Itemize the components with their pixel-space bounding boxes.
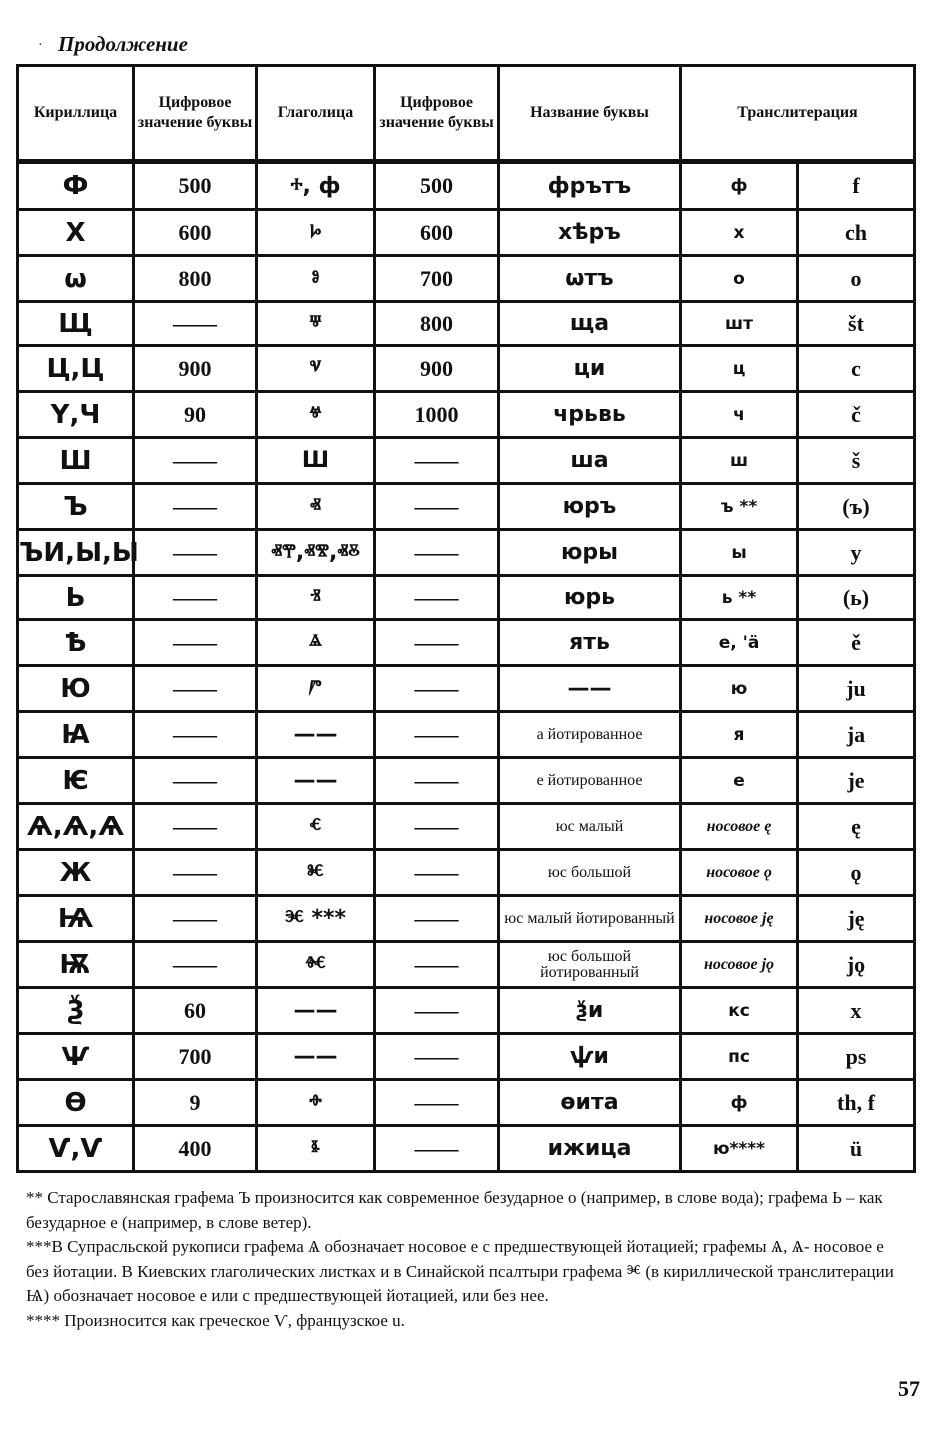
transliteration-latin-cell: ü [798,1126,915,1172]
transliteration-cyrillic-cell: носовое ǫ [681,850,798,896]
letter-name-cell: а йотированное [499,712,681,758]
transliteration-cyrillic-cell: е [681,758,798,804]
table-row [18,438,915,484]
transliteration-cyrillic-cell: ь ** [681,576,798,620]
glagolitic-letter-cell: ⱙ [257,942,375,988]
table-row [18,392,915,438]
letter-name-cell: чрьвь [499,392,681,438]
glagolitic-letter-cell: ⱑ [257,620,375,666]
letter-name-cell: ять [499,620,681,666]
glagolitic-letter-cell: ⰰ, ф [257,162,375,210]
glagolitic-number-cell: 900 [375,346,499,392]
transliteration-latin-cell: ę [798,804,915,850]
transliteration-cyrillic-cell: ф [681,162,798,210]
transliteration-cyrillic-cell: ю**** [681,1126,798,1172]
transliteration-latin-cell: (ь) [798,576,915,620]
cyrillic-letter-cell: Ѱ [18,1034,134,1080]
letter-name-cell: е йотированное [499,758,681,804]
table-row [18,712,915,758]
transliteration-latin-cell: f [798,162,915,210]
glagolitic-letter-cell: Ш [257,438,375,484]
transliteration-cyrillic-cell: ъ ** [681,484,798,530]
transliteration-cyrillic-cell: я [681,712,798,758]
glagolitic-number-cell: —— [375,804,499,850]
glagolitic-number-cell: 600 [375,210,499,256]
glagolitic-number-cell: —— [375,620,499,666]
table-row [18,1034,915,1080]
transliteration-latin-cell: š [798,438,915,484]
table-row [18,1126,915,1172]
table-row [18,256,915,302]
glagolitic-number-cell: —— [375,1034,499,1080]
letter-name-cell: ѱи [499,1034,681,1080]
transliteration-cyrillic-cell: о [681,256,798,302]
table-row [18,576,915,620]
cyrillic-number-cell: —— [134,484,257,530]
letter-name-cell: —— [499,666,681,712]
letter-name-cell: юс большой йотированный [499,942,681,988]
transliteration-latin-cell: jǫ [798,942,915,988]
cyrillic-letter-cell: Ю [18,666,134,712]
transliteration-cyrillic-cell: пс [681,1034,798,1080]
transliteration-latin-cell: y [798,530,915,576]
letter-name-cell: ѯи [499,988,681,1034]
cyrillic-number-cell: —— [134,576,257,620]
glagolitic-number-cell: 500 [375,162,499,210]
cyrillic-letter-cell: Ъ [18,484,134,530]
letter-name-cell: юс малый [499,804,681,850]
glagolitic-letter-cell: ⱔ [257,804,375,850]
table-row [18,620,915,666]
page-number: 57 [898,1376,920,1401]
transliteration-latin-cell: ja [798,712,915,758]
glagolitic-letter-cell: ⱚ [257,1080,375,1126]
glagolitic-letter-cell: ⱐ [257,576,375,620]
table-row [18,942,915,988]
cyrillic-letter-cell: Ү,Ч [18,392,134,438]
header-cyrillic: Кириллица [18,66,134,162]
transliteration-cyrillic-cell: е, 'ä [681,620,798,666]
cyrillic-letter-cell: Ж [18,850,134,896]
transliteration-latin-cell: č [798,392,915,438]
cyrillic-number-cell: 400 [134,1126,257,1172]
cyrillic-number-cell: —— [134,666,257,712]
transliteration-cyrillic-cell: ч [681,392,798,438]
cyrillic-letter-cell: Ь [18,576,134,620]
transliteration-cyrillic-cell: носовое ę [681,804,798,850]
letter-name-cell: ша [499,438,681,484]
transliteration-latin-cell: št [798,302,915,346]
glagolitic-number-cell: —— [375,1080,499,1126]
cyrillic-number-cell: 90 [134,392,257,438]
transliteration-latin-cell: th, f [798,1080,915,1126]
footnote-2: ***В Супрасльской рукописи графема Ѧ обозначает носовое е с предшествующей йотацией; графемы Ѧ, Ѧ- носовое е без йотации. В Киевских глаголических листках и в Синайской псалтыри графема ⱗ (в кириллической транслитерации Ѩ) обозначает носовое е или с предшествующей йотацией, или без нее. [26,1237,894,1305]
table-row [18,210,915,256]
header-glagolitic-number: Цифровое значение буквы [375,66,499,162]
cyrillic-number-cell: 900 [134,346,257,392]
transliteration-latin-cell: x [798,988,915,1034]
cyrillic-letter-cell: Ꙗ [18,712,134,758]
glagolitic-number-cell: 1000 [375,392,499,438]
transliteration-cyrillic-cell: ц [681,346,798,392]
cyrillic-number-cell: —— [134,438,257,484]
glagolitic-letter-cell: ⱁ [257,256,375,302]
letter-name-cell: ѳита [499,1080,681,1126]
page-title: Продолжение [58,32,188,56]
cyrillic-letter-cell: ω [18,256,134,302]
transliteration-latin-cell: je [798,758,915,804]
transliteration-cyrillic-cell: носовое jǫ [681,942,798,988]
glagolitic-letter-cell: ⱓ [257,666,375,712]
transliteration-latin-cell: c [798,346,915,392]
stray-mark: · [38,38,43,53]
footnote-1: ** Старославянская графема Ъ произносится как современное безударное о (например, в слове вода); графема Ь – как безударное е (например, в слове ветер). [26,1188,883,1232]
header-transliteration: Транслитерация [681,66,915,162]
footnote-3: **** Произносится как греческое Ѵ, французское u. [26,1310,405,1330]
cyrillic-number-cell: 9 [134,1080,257,1126]
cyrillic-number-cell: —— [134,530,257,576]
header-glagolitic: Глаголица [257,66,375,162]
glagolitic-letter-cell: —— [257,712,375,758]
letter-name-cell: ща [499,302,681,346]
letter-name-cell: фрътъ [499,162,681,210]
letter-name-cell: ωтъ [499,256,681,302]
transliteration-cyrillic-cell: носовое ję [681,896,798,942]
table-row [18,162,915,210]
glagolitic-letter-cell: ⱋ [257,302,375,346]
cyrillic-letter-cell: Ц,Ц [18,346,134,392]
transliteration-cyrillic-cell: ф [681,1080,798,1126]
glagolitic-letter-cell: ⱏⰹ,ⱏⰺ,ⱏⰻ [257,530,375,576]
glagolitic-letter-cell: ⱛ [257,1126,375,1172]
glagolitic-letter-cell: ⱗ *** [257,896,375,942]
letter-name-cell: юры [499,530,681,576]
glagolitic-letter-cell: ⱈ [257,210,375,256]
letter-name-cell: юс малый йотированный [499,896,681,942]
transliteration-cyrillic-cell: ю [681,666,798,712]
cyrillic-number-cell: —— [134,896,257,942]
header-cyrillic-number: Цифровое значение буквы [134,66,257,162]
cyrillic-number-cell: 800 [134,256,257,302]
cyrillic-number-cell: —— [134,758,257,804]
table-row [18,758,915,804]
cyrillic-number-cell: 600 [134,210,257,256]
alphabet-table [16,64,916,1173]
glagolitic-number-cell: —— [375,1126,499,1172]
table-row [18,666,915,712]
transliteration-latin-cell: ě [798,620,915,666]
cyrillic-letter-cell: Ѳ [18,1080,134,1126]
cyrillic-number-cell: —— [134,302,257,346]
glagolitic-letter-cell: ⱌ [257,346,375,392]
transliteration-cyrillic-cell: ы [681,530,798,576]
cyrillic-letter-cell: Ѭ [18,942,134,988]
glagolitic-number-cell: —— [375,942,499,988]
table-row [18,346,915,392]
cyrillic-letter-cell: Ѥ [18,758,134,804]
letter-name-cell: хѣръ [499,210,681,256]
cyrillic-letter-cell: Ѧ,Ѧ,Ѧ [18,804,134,850]
cyrillic-letter-cell: Щ [18,302,134,346]
cyrillic-letter-cell: Ш [18,438,134,484]
table-row [18,302,915,346]
cyrillic-number-cell: 700 [134,1034,257,1080]
cyrillic-letter-cell: Ѩ [18,896,134,942]
transliteration-latin-cell: o [798,256,915,302]
glagolitic-letter-cell: ⱍ [257,392,375,438]
cyrillic-number-cell: —— [134,942,257,988]
cyrillic-letter-cell: Ф [18,162,134,210]
letter-name-cell: юс большой [499,850,681,896]
transliteration-latin-cell: ǫ [798,850,915,896]
table-row [18,850,915,896]
glagolitic-number-cell: —— [375,850,499,896]
glagolitic-number-cell: —— [375,530,499,576]
glagolitic-number-cell: 700 [375,256,499,302]
header-letter-name: Название буквы [499,66,681,162]
table-row [18,484,915,530]
cyrillic-number-cell: —— [134,850,257,896]
table-row [18,988,915,1034]
glagolitic-letter-cell: ⱏ [257,484,375,530]
transliteration-latin-cell: (ъ) [798,484,915,530]
transliteration-latin-cell: ju [798,666,915,712]
letter-name-cell: юръ [499,484,681,530]
glagolitic-number-cell: —— [375,896,499,942]
glagolitic-number-cell: —— [375,438,499,484]
letter-name-cell: ижица [499,1126,681,1172]
cyrillic-number-cell: 60 [134,988,257,1034]
table-row [18,804,915,850]
transliteration-cyrillic-cell: х [681,210,798,256]
glagolitic-number-cell: —— [375,712,499,758]
glagolitic-letter-cell: —— [257,758,375,804]
transliteration-latin-cell: ję [798,896,915,942]
glagolitic-letter-cell: —— [257,988,375,1034]
table-row [18,1080,915,1126]
cyrillic-letter-cell: ЪИ,Ы,Ы [18,530,134,576]
glagolitic-number-cell: —— [375,988,499,1034]
transliteration-latin-cell: ps [798,1034,915,1080]
cyrillic-letter-cell: Ѵ,Ѵ [18,1126,134,1172]
transliteration-cyrillic-cell: ш [681,438,798,484]
transliteration-cyrillic-cell: кс [681,988,798,1034]
glagolitic-number-cell: —— [375,666,499,712]
table-row [18,530,915,576]
transliteration-cyrillic-cell: шт [681,302,798,346]
transliteration-latin-cell: ch [798,210,915,256]
table-header-row [18,66,915,162]
cyrillic-number-cell: 500 [134,162,257,210]
glagolitic-number-cell: —— [375,576,499,620]
cyrillic-letter-cell: Х [18,210,134,256]
letter-name-cell: юрь [499,576,681,620]
glagolitic-letter-cell: —— [257,1034,375,1080]
glagolitic-number-cell: 800 [375,302,499,346]
cyrillic-number-cell: —— [134,620,257,666]
table-row [18,896,915,942]
glagolitic-number-cell: —— [375,484,499,530]
glagolitic-number-cell: —— [375,758,499,804]
footnotes [26,1186,906,1333]
cyrillic-number-cell: —— [134,712,257,758]
glagolitic-letter-cell: ⱘ [257,850,375,896]
cyrillic-letter-cell: Ѯ [18,988,134,1034]
cyrillic-number-cell: —— [134,804,257,850]
cyrillic-letter-cell: Ѣ [18,620,134,666]
letter-name-cell: ци [499,346,681,392]
